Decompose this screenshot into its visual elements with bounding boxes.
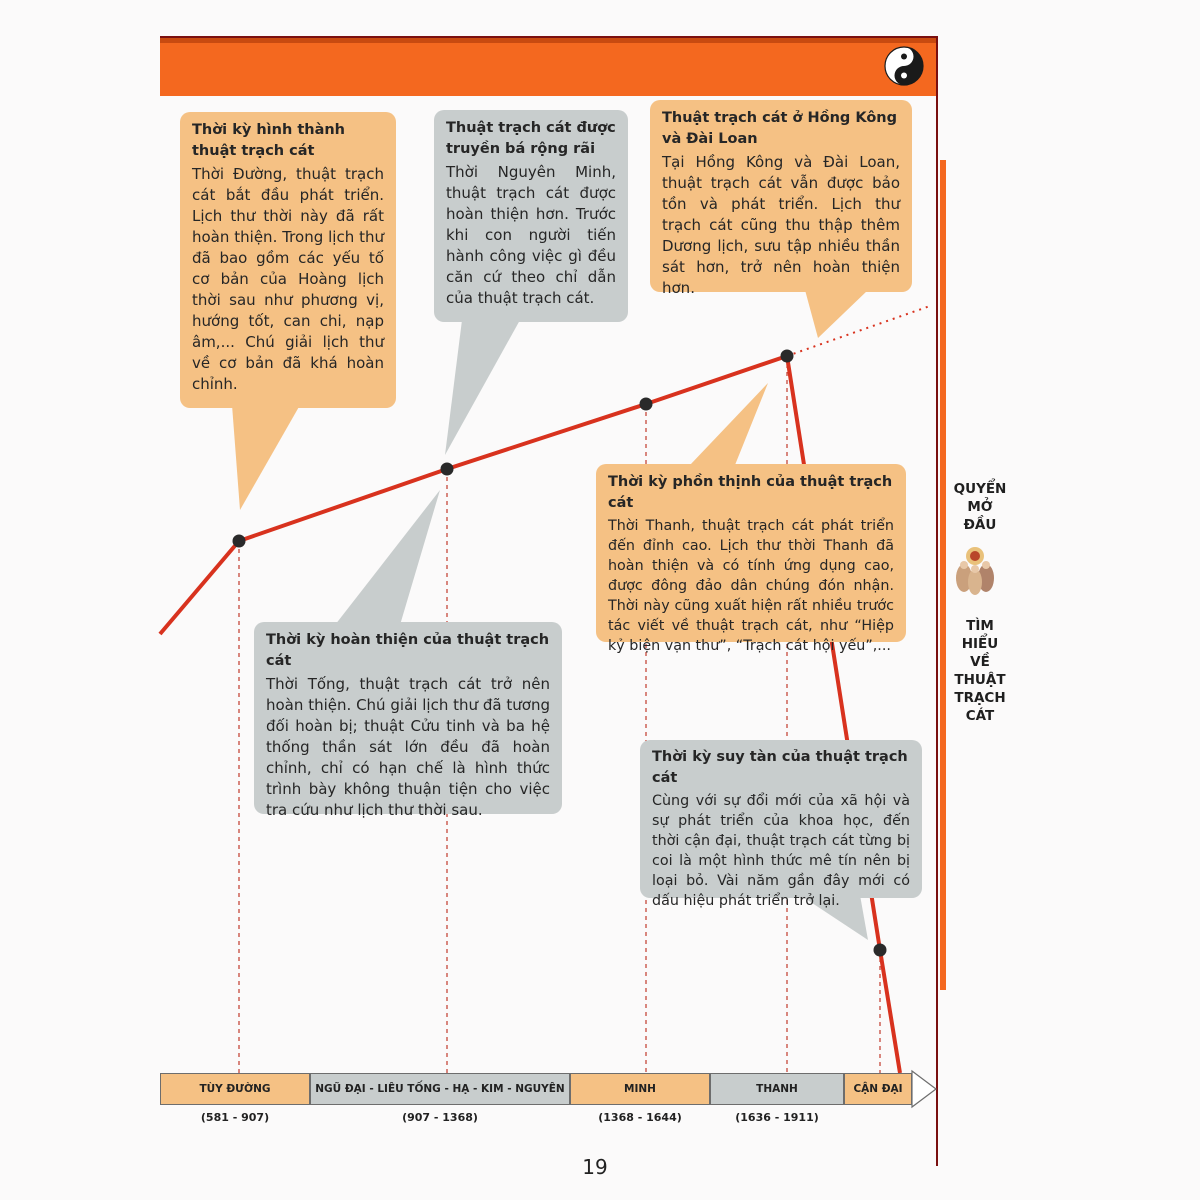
callout-prosperity-text: Thời Thanh, thuật trạch cát phát triển đến đỉnh cao. Lịch thư thời Thanh đã hoàn thiện và có tính ứng dụng cao, được đông đảo dân chúng đón nhận. Thời này cũng xuất hiện rất nhiều trước tác viết về thuật trạch cát, như “Hiệp kỷ biện vạn thư”, “Trạch cát hội yếu”,... bbox=[608, 518, 894, 654]
period-dates-minh: (1368 - 1644) bbox=[598, 1111, 682, 1124]
callout-decline-title: Thời kỳ suy tàn của thuật trạch cát bbox=[652, 749, 908, 786]
callout-formation bbox=[180, 112, 396, 408]
callout-formation-title: Thời kỳ hình thành thuật trạch cát bbox=[192, 122, 346, 159]
callout-prosperity bbox=[596, 464, 906, 654]
period-minh bbox=[570, 1073, 710, 1105]
callout-spread bbox=[434, 110, 628, 322]
sidebar-chapter-title: TÌM HIỂU VỀ THUẬT TRẠCH CÁT bbox=[954, 618, 1006, 724]
callout-decline bbox=[640, 740, 922, 909]
point-tuy-duong bbox=[233, 535, 246, 548]
callout-hongkong bbox=[650, 100, 912, 297]
callout-tail-prosperity bbox=[690, 383, 768, 465]
callout-tail-perfection bbox=[335, 490, 440, 625]
period-thanh bbox=[710, 1073, 844, 1105]
callout-spread-title: Thuật trạch cát được truyền bá rộng rãi bbox=[446, 120, 616, 157]
callout-hongkong-title: Thuật trạch cát ở Hồng Kông và Đài Loan bbox=[662, 110, 897, 147]
callout-perfection-text: Thời Tống, thuật trạch cát trở nên hoàn thiện. Chú giải lịch thư đã tương đối hoàn bị; thuật Cửu tinh và ba hệ thống thần sát lớn đều đã hoàn chỉnh, chỉ có hạn chế là hình thức trình bày không thuận tiện cho việc tra cứu như lịch thư thời sau. bbox=[266, 675, 550, 819]
trend-line-projection bbox=[787, 306, 930, 356]
period-dates-tuy-duong: (581 - 907) bbox=[200, 1111, 270, 1124]
callout-tail-spread bbox=[445, 320, 520, 455]
sidebar-book-title: QUYỂN MỞ ĐẦU bbox=[953, 481, 1007, 533]
callout-prosperity-title: Thời kỳ phồn thịnh của thuật trạch cát bbox=[608, 474, 893, 511]
page-number: 19 bbox=[582, 1155, 608, 1179]
period-label: MINH bbox=[624, 1083, 656, 1095]
point-minh bbox=[640, 398, 653, 411]
period-label: TÙY ĐƯỜNG bbox=[199, 1083, 271, 1095]
callout-decline-text: Cùng với sự đổi mới của xã hội và sự phát triển của khoa học, đến thời cận đại, thuật trạch cát từng bị coi là một hình thức mê tín nên bị loại bỏ. Vài năm gần đây mới có dấu hiệu phát triển trở lại. bbox=[652, 793, 910, 909]
callout-formation-text: Thời Đường, thuật trạch cát bắt đầu phát triển. Lịch thư thời này đã rất hoàn thiện. Trong lịch thư đã bao gồm các yếu tố cơ bản của Hoàng lịch thời sau như phương vị, hướng tốt, can chi, nạp âm,... Chú giải lịch thư về cơ bản đã khá hoàn chỉnh. bbox=[192, 165, 384, 393]
point-thanh bbox=[781, 350, 794, 363]
callout-perfection bbox=[254, 622, 562, 819]
callout-spread-text: Thời Nguyên Minh, thuật trạch cát được hoàn thiện hơn. Trước khi con người tiến hành công việc gì đều căn cứ theo chỉ dẫn của thuật trạch cát. bbox=[446, 163, 616, 307]
timeline-arrow-head bbox=[912, 1071, 936, 1107]
period-ngu-dai bbox=[310, 1073, 570, 1105]
period-dates-thanh: (1636 - 1911) bbox=[735, 1111, 819, 1124]
period-tuy-duong bbox=[160, 1073, 310, 1105]
period-label: NGŨ ĐẠI - LIÊU TỐNG - HẠ - KIM - NGUYÊN bbox=[315, 1083, 565, 1095]
callout-hongkong-text: Tại Hồng Kông và Đài Loan, thuật trạch cát vẫn được bảo tồn và phát triển. Lịch thư trạch cát cũng thu thập thêm Dương lịch, sưu tập nhiều thần sát hơn, trở nên hoàn thiện hơn. bbox=[662, 153, 900, 297]
period-label: CẬN ĐẠI bbox=[853, 1083, 903, 1095]
period-dates-ngu-dai: (907 - 1368) bbox=[402, 1111, 478, 1124]
callout-tail-formation bbox=[232, 405, 300, 510]
period-label: THANH bbox=[756, 1083, 798, 1095]
point-tong bbox=[441, 463, 454, 476]
callout-perfection-title: Thời kỳ hoàn thiện của thuật trạch cát bbox=[266, 632, 550, 669]
point-can-dai bbox=[874, 944, 887, 957]
period-can-dai bbox=[844, 1073, 912, 1105]
